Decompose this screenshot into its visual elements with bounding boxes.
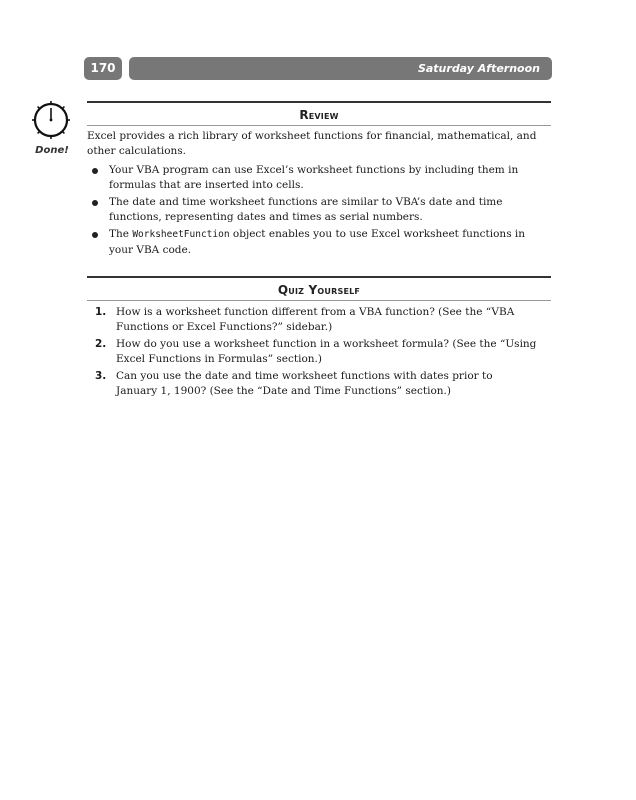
review-bullet xyxy=(87,195,537,224)
quiz-item-text: Can you use the date and time worksheet functions with dates prior to January 1, 1900? (See the “Date and Time Functions” section.) xyxy=(116,370,493,397)
quiz-item-number: 2. xyxy=(95,338,107,350)
stopwatch-icon xyxy=(30,99,72,141)
review-intro: Excel provides a rich library of worksheet functions for financial, mathematical, and other calculations. xyxy=(87,130,537,157)
quiz-top-rule xyxy=(87,276,551,278)
bullet-dot-icon xyxy=(92,232,98,238)
bullet-text-post: object enables you to use Excel worksheet functions in your VBA code. xyxy=(109,228,526,256)
bullet-dot-icon xyxy=(92,168,98,174)
quiz-item-number: 3. xyxy=(95,370,107,382)
review-bullet xyxy=(87,163,537,192)
review-top-rule xyxy=(87,101,551,103)
review-bullet-list xyxy=(87,163,537,260)
chapter-title: Saturday Afternoon xyxy=(129,57,552,80)
done-label: Done! xyxy=(35,145,69,156)
quiz-item-number: 1. xyxy=(95,306,107,318)
quiz-item-text: How do you use a worksheet function in a worksheet formula? (See the “Using Excel Functions in Formulas” section.) xyxy=(116,338,537,365)
bullet-dot-icon xyxy=(92,200,98,206)
running-header xyxy=(84,57,552,80)
quiz-item xyxy=(87,337,537,366)
quiz-bottom-rule xyxy=(87,300,551,301)
bullet-text: The date and time worksheet functions are similar to VBA’s date and time functions, representing dates and times as serial numbers. xyxy=(109,196,503,223)
review-bullet xyxy=(87,227,537,257)
review-heading: Review xyxy=(299,108,339,122)
page-number: 170 xyxy=(84,57,122,80)
bullet-text-pre: The xyxy=(109,228,133,240)
quiz-item xyxy=(87,369,537,398)
review-bottom-rule xyxy=(87,125,551,126)
quiz-item-text: How is a worksheet function different from a VBA function? (See the “VBA Functions or Excel Functions?” sidebar.) xyxy=(116,306,515,333)
quiz-heading: Quiz Yourself xyxy=(277,283,361,297)
quiz-item xyxy=(87,305,537,334)
inline-code: WorksheetFunction xyxy=(132,229,230,240)
bullet-text: Your VBA program can use Excel’s worksheet functions by including them in formulas that are inserted into cells. xyxy=(109,164,519,191)
quiz-list xyxy=(87,305,537,401)
